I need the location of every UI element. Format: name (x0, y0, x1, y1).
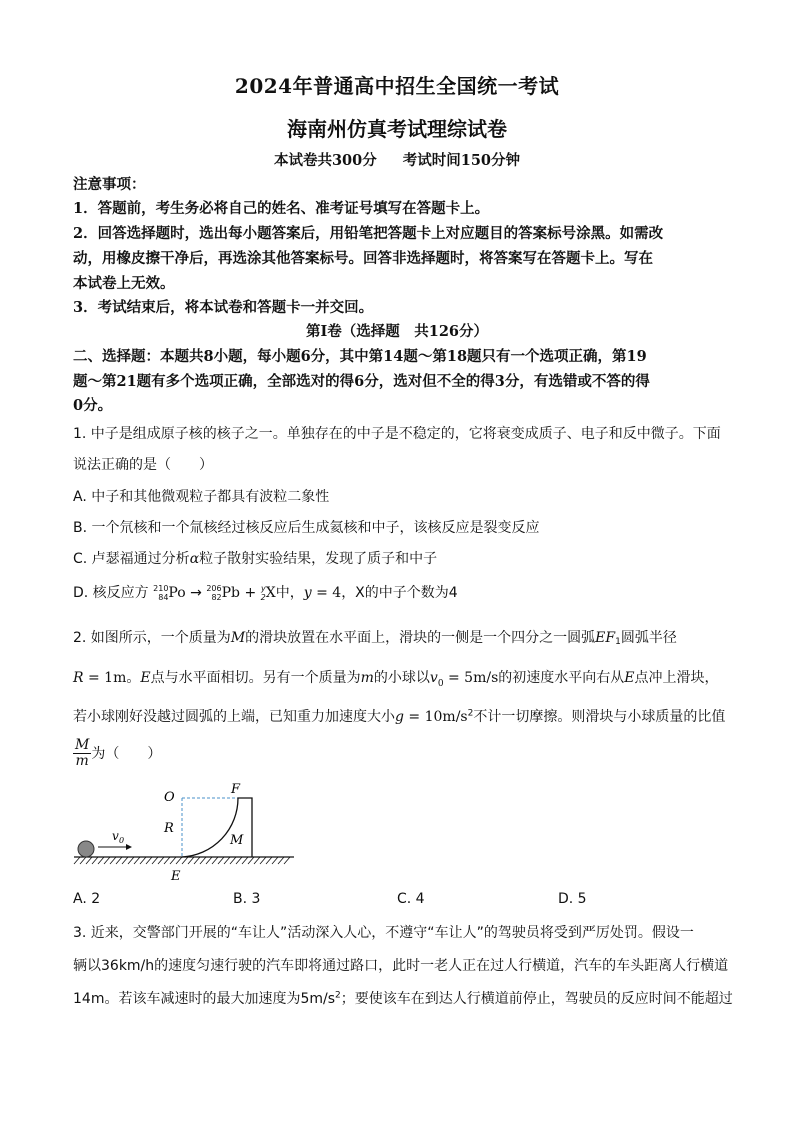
note-item-2-line1: 2．回答选择题时，选出每小题答案后，用铅笔把答题卡上对应题目的答案标号涂黑。如需改 (73, 225, 664, 242)
section-intro-line1: 二、选择题：本题共8小题，每小题6分，其中第14题～第18题只有一个选项正确，第19 (73, 348, 647, 365)
section-intro-line3: 0分。 (73, 397, 113, 414)
q2-option-a: A. 2 (73, 891, 101, 907)
po-nuclide-indices: 210 84 (153, 584, 169, 602)
note-item-3: 3．考试结束后，将本试卷和答题卡一并交回。 (73, 299, 374, 316)
label-R: R (164, 821, 174, 836)
velocity-arrowhead (126, 844, 132, 850)
note-item-1: 1．答题前，考生务必将自己的姓名、准考证号填写在答题卡上。 (73, 200, 490, 217)
exam-subtitle: 海南州仿真考试理综试卷 (287, 117, 507, 141)
label-M: M (230, 833, 244, 848)
label-v0-sub: 0 (119, 836, 125, 845)
label-F: F (231, 782, 241, 797)
q2-figure (70, 776, 300, 886)
note-item-2-line2: 动，用橡皮擦干净后，再选涂其他答案标号。回答非选择题时，将答案写在答题卡上。写在 (73, 250, 653, 267)
exam-title: 2024年普通高中招生全国统一考试 (234, 74, 560, 98)
notes-heading: 注意事项： (73, 176, 146, 193)
ground-hatching (74, 857, 290, 864)
q1-option-c: C. 卢瑟福通过分析α粒子散射实验结果，发现了质子和中子 (73, 551, 438, 567)
q1-option-b: B. 一个氘核和一个氚核经过核反应后生成氦核和中子，该核反应是裂变反应 (73, 520, 540, 536)
q2-stem-line1: 2. 如图所示，一个质量为M的滑块放置在水平面上，滑块的一侧是一个四分之一圆弧EF1圆弧半径 (73, 630, 677, 647)
time-info: 考试时间150分钟 (402, 152, 521, 169)
label-v0: v (112, 829, 119, 843)
q2-stem-line4: $\frac{M}{m}$ 为（ ） (75, 737, 162, 770)
q2-option-c: C. 4 (397, 891, 425, 907)
label-O: O (164, 790, 175, 805)
pb-nuclide-indices: 206 82 (206, 584, 222, 602)
x-nuclide-indices: y 2 (260, 584, 266, 602)
q2-option-b: B. 3 (233, 891, 261, 907)
q3-stem-line1: 3. 近来，交警部门开展的“车让人”活动深入人心，不遵守“车让人”的驾驶员将受到严厉处罚。假设一 (73, 925, 694, 941)
q3-stem-line2: 辆以36km/h的速度匀速行驶的汽车即将通过路口，此时一老人正在过人行横道，汽车的车头距离人行横道 (73, 958, 729, 974)
q1-stem-line1: 1. 中子是组成原子核的核子之一。单独存在的中子是不稳定的，它将衰变成质子、电子和反中微子。下面 (73, 426, 721, 442)
slider-block (182, 798, 252, 857)
mass-ratio-fraction: $\frac{M}{m}$ (75, 737, 90, 770)
part-heading: 第Ⅰ卷（选择题 共126分） (305, 323, 489, 340)
ball (78, 841, 94, 857)
alpha-symbol: α (189, 551, 200, 567)
q3-stem-line3: 14m。若该车减速时的最大加速度为$5m/s^2$；要使该车在到达人行横道前停止，驾驶员的反应时间不能超过 (73, 990, 733, 1007)
label-E: E (171, 869, 181, 884)
q1-option-d: D. 核反应方 210 84 Po → 206 82 Pb + y 2 X中，y = 4，X的中子个数为4 (73, 584, 458, 602)
section-intro-line2: 题～第21题有多个选项正确，全部选对的得6分，选对但不全的得3分，有选错或不答的得 (73, 373, 650, 390)
note-item-2-line3: 本试卷上无效。 (73, 275, 175, 292)
score-info: 本试卷共300分 (273, 152, 377, 169)
q2-option-d: D. 5 (558, 891, 587, 907)
exam-info (0, 149, 794, 170)
q1-stem-line2: 说法正确的是（ ） (73, 457, 213, 473)
q1-option-a: A. 中子和其他微观粒子都具有波粒二象性 (73, 489, 330, 505)
q2-stem-line3: 若小球刚好没越过圆弧的上端，已知重力加速度大小$g = 10m/s^2$不计一切摩擦。则滑块与小球质量的比值 (73, 708, 726, 725)
q2-stem-line2: R = 1m。E点与水平面相切。另有一个质量为m的小球以$v_0 = 5m/s$的初速度水平向右从E点冲上滑块， (73, 670, 719, 689)
